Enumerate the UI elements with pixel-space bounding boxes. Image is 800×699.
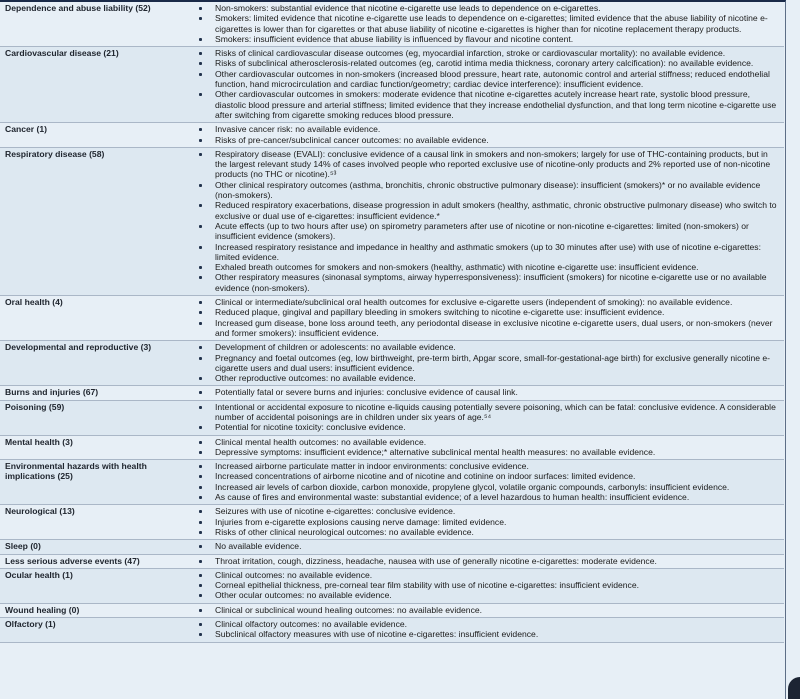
- evidence-item: As cause of fires and environmental waste: substantial evidence; of a level hazardous to human health: insufficient evidence.: [192, 492, 780, 502]
- evidence-cell: [192, 386, 784, 400]
- table-row: [0, 540, 784, 554]
- evidence-item: Increased air levels of carbon dioxide, carbon monoxide, propylene glycol, volatile organic compounds, carbonyls: insufficient evidence.: [192, 482, 780, 492]
- evidence-item: Pregnancy and foetal outcomes (eg, low birthweight, pre-term birth, Apgar score, small-for-gestational-age birth) for exclusive generally nicotine e-cigarette users and dual users: insufficient evidence.: [192, 353, 780, 374]
- table-row: [0, 554, 784, 568]
- outcome-label: Burns and injuries (67): [5, 387, 99, 398]
- evidence-item: Non-smokers: substantial evidence that nicotine e-cigarette use leads to dependence on e-cigarettes.: [192, 3, 780, 13]
- evidence-item: Clinical olfactory outcomes: no available evidence.: [192, 619, 780, 629]
- table-row: [0, 435, 784, 460]
- page-corner-mark: [788, 677, 800, 699]
- evidence-cell: [192, 2, 784, 47]
- evidence-item: Throat irritation, cough, dizziness, headache, nausea with use of generally nicotine e-cigarettes: moderate evidence.: [192, 556, 780, 566]
- evidence-item: Depressive symptoms: insufficient evidence;* alternative subclinical mental health measures: no available evidence.: [192, 447, 780, 457]
- evidence-cell: [192, 341, 784, 386]
- table-row: [0, 123, 784, 148]
- evidence-list: [192, 556, 780, 566]
- evidence-item: Other cardiovascular outcomes in smokers: moderate evidence that nicotine e-cigarettes acutely increase heart rate, systolic blood pressure, diastolic blood pressure and arterial stiffness; limited evidence that they increase endothelial dysfunction, and that long term nicotine e-cigarette use after switching from cigarette smoking reduces blood pressure.: [192, 89, 780, 120]
- evidence-list: [192, 387, 780, 397]
- evidence-list: [192, 297, 780, 338]
- outcome-label: Dependence and abuse liability (52): [5, 3, 151, 13]
- outcome-label: Mental health (3): [5, 436, 73, 447]
- evidence-cell: [192, 123, 784, 148]
- evidence-cell: [192, 505, 784, 540]
- outcome-label: Cardiovascular disease (21): [0, 47, 192, 123]
- evidence-item: Clinical or intermediate/subclinical oral health outcomes for exclusive e-cigarette users (independent of smoking): no available evidence.: [192, 297, 780, 307]
- outcome-label: Ocular health (1): [0, 568, 192, 603]
- evidence-item: Increased respiratory resistance and impedance in healthy and asthmatic smokers (up to 30 minutes after use) with use of nicotine e-cigarettes: limited evidence.: [192, 242, 780, 263]
- evidence-cell: [192, 554, 784, 568]
- outcome-label: Less serious adverse events (47): [5, 555, 140, 566]
- evidence-cell: [192, 603, 784, 617]
- table-row: [0, 147, 784, 295]
- evidence-cell: [192, 47, 784, 123]
- evidence-cell: [192, 540, 784, 554]
- evidence-item: Acute effects (up to two hours after use) on spirometry parameters after use of nicotine or non-nicotine e-cigarettes: limited (non-smokers) or insufficient evidence (smokers).: [192, 221, 780, 242]
- evidence-cell: [192, 400, 784, 435]
- evidence-list: [192, 437, 780, 458]
- outcome-label: Neurological (13): [5, 506, 75, 517]
- evidence-item: Other ocular outcomes: no available evidence.: [192, 590, 780, 600]
- table-row: [0, 47, 784, 123]
- table-row: [0, 296, 784, 341]
- evidence-item: Smokers: limited evidence that nicotine e-cigarette use leads to dependence on e-cigarettes; limited evidence that the abuse liability of nicotine e-cigarettes is lower than for cigarettes or that abuse liability of nicotine e-cigarettes is higher than for nicotine replacement therapy products.: [192, 13, 780, 34]
- evidence-cell: [192, 618, 784, 643]
- evidence-item: Intentional or accidental exposure to nicotine e-liquids causing potentially severe poisoning, which can be fatal: conclusive evidence. A considerable number of accidental poisonings are in children under six years of age.⁵⁴: [192, 402, 780, 423]
- evidence-item: Increased gum disease, bone loss around teeth, any periodontal disease in exclusive nicotine e-cigarette users, dual users, or non-smokers (never and former smokers): insufficient evidence.: [192, 318, 780, 339]
- outcome-label: Olfactory (1): [0, 618, 192, 643]
- evidence-item: Smokers: insufficient evidence that abuse liability is influenced by flavour and nicotine content.: [192, 34, 780, 44]
- evidence-list: [192, 124, 780, 145]
- evidence-item: Potential for nicotine toxicity: conclusive evidence.: [192, 422, 780, 432]
- evidence-item: Clinical or subclinical wound healing outcomes: no available evidence.: [192, 605, 780, 615]
- outcome-label: Poisoning (59): [0, 400, 192, 435]
- evidence-list: [192, 541, 780, 551]
- evidence-list: [192, 342, 780, 383]
- table-row: [0, 460, 784, 505]
- evidence-item: Other clinical respiratory outcomes (asthma, bronchitis, chronic obstructive pulmonary disease): insufficient (smokers)* or no available evidence (non-smokers).: [192, 180, 780, 201]
- evidence-item: Other reproductive outcomes: no available evidence.: [192, 373, 780, 383]
- table-row: [0, 341, 784, 386]
- outcome-label: Cancer (1): [5, 124, 48, 135]
- evidence-cell: [192, 460, 784, 505]
- evidence-table: [0, 2, 784, 643]
- evidence-cell: [192, 296, 784, 341]
- evidence-item: Development of children or adolescents: no available evidence.: [192, 342, 780, 352]
- evidence-list: [192, 619, 780, 640]
- table-row: [0, 386, 784, 400]
- evidence-item: Risks of pre-cancer/subclinical cancer outcomes: no available evidence.: [192, 135, 780, 145]
- evidence-item: Injuries from e-cigarette explosions causing nerve damage: limited evidence.: [192, 517, 780, 527]
- evidence-item: Respiratory disease (EVALI): conclusive evidence of a causal link in smokers and non-smokers; largely for use of THC-containing products, but in the largest relevant study 14% of cases involved people who reported exclusive use of nicotine-only products and 2% reported use of non-nicotine products (no THC or nicotine).⁵³: [192, 149, 780, 180]
- evidence-item: Increased airborne particulate matter in indoor environments: conclusive evidence.: [192, 461, 780, 471]
- evidence-cell: [192, 147, 784, 295]
- evidence-cell: [192, 435, 784, 460]
- evidence-item: Reduced respiratory exacerbations, disease progression in adult smokers (healthy, asthmatic, chronic obstructive pulmonary disease) who switch to exclusive or dual use of e-cigarettes: insufficient evidence.*: [192, 200, 780, 221]
- evidence-list: [192, 3, 780, 44]
- outcome-label: Oral health (4): [5, 297, 63, 308]
- outcome-label: Environmental hazards with health implications (25): [0, 460, 192, 505]
- evidence-item: Invasive cancer risk: no available evidence.: [192, 124, 780, 134]
- evidence-item: Increased concentrations of airborne nicotine and of nicotine and cotinine on indoor surfaces: limited evidence.: [192, 471, 780, 481]
- evidence-item: Clinical mental health outcomes: no available evidence.: [192, 437, 780, 447]
- evidence-item: Exhaled breath outcomes for smokers and non-smokers (healthy, asthmatic) with nicotine e-cigarette use: insufficient evidence.: [192, 262, 780, 272]
- evidence-item: No available evidence.: [192, 541, 780, 551]
- evidence-item: Other respiratory measures (sinonasal symptoms, airway hyperresponsiveness): insufficient (smokers) for nicotine e-cigarette use or no available evidence (non-smokers).: [192, 272, 780, 293]
- evidence-list: [192, 402, 780, 433]
- evidence-item: Corneal epithelial thickness, pre-corneal tear film stability with use of nicotine e-cigarettes: insufficient evidence.: [192, 580, 780, 590]
- table-row: [0, 603, 784, 617]
- evidence-list: [192, 149, 780, 293]
- evidence-table-body: [0, 2, 784, 642]
- outcome-label: Wound healing (0): [5, 604, 80, 615]
- evidence-item: Subclinical olfactory measures with use of nicotine e-cigarettes: insufficient evidence.: [192, 629, 780, 639]
- evidence-item: Other cardiovascular outcomes in non-smokers (increased blood pressure, heart rate, autonomic control and arterial stiffness; reduced endothelial function, hand microcirculation and cardiac function/geometry; cardiac device interference): insufficient evidence.: [192, 69, 780, 90]
- outcome-label: Developmental and reproductive (3): [0, 341, 192, 386]
- table-row: [0, 568, 784, 603]
- table-row: [0, 400, 784, 435]
- evidence-item: Clinical outcomes: no available evidence.: [192, 570, 780, 580]
- table-row: [0, 618, 784, 643]
- evidence-item: Risks of other clinical neurological outcomes: no available evidence.: [192, 527, 780, 537]
- evidence-item: Potentially fatal or severe burns and injuries: conclusive evidence of causal link.: [192, 387, 780, 397]
- evidence-list: [192, 570, 780, 601]
- evidence-item: Seizures with use of nicotine e-cigarettes: conclusive evidence.: [192, 506, 780, 516]
- evidence-item: Risks of subclinical atherosclerosis-related outcomes (eg, carotid intima media thickness, coronary artery calcification): no available evidence.: [192, 58, 780, 68]
- evidence-cell: [192, 568, 784, 603]
- outcome-label: Respiratory disease (58): [0, 147, 192, 295]
- evidence-list: [192, 48, 780, 120]
- evidence-list: [192, 605, 780, 615]
- evidence-item: Reduced plaque, gingival and papillary bleeding in smokers switching to nicotine e-cigarette use: insufficient evidence.: [192, 307, 780, 317]
- table-row: [0, 505, 784, 540]
- table-row: [0, 2, 784, 47]
- evidence-item: Risks of clinical cardiovascular disease outcomes (eg, myocardial infarction, stroke or cardiovascular mortality): no available evidence.: [192, 48, 780, 58]
- evidence-list: [192, 506, 780, 537]
- outcome-label: Sleep (0): [0, 540, 192, 554]
- evidence-list: [192, 461, 780, 502]
